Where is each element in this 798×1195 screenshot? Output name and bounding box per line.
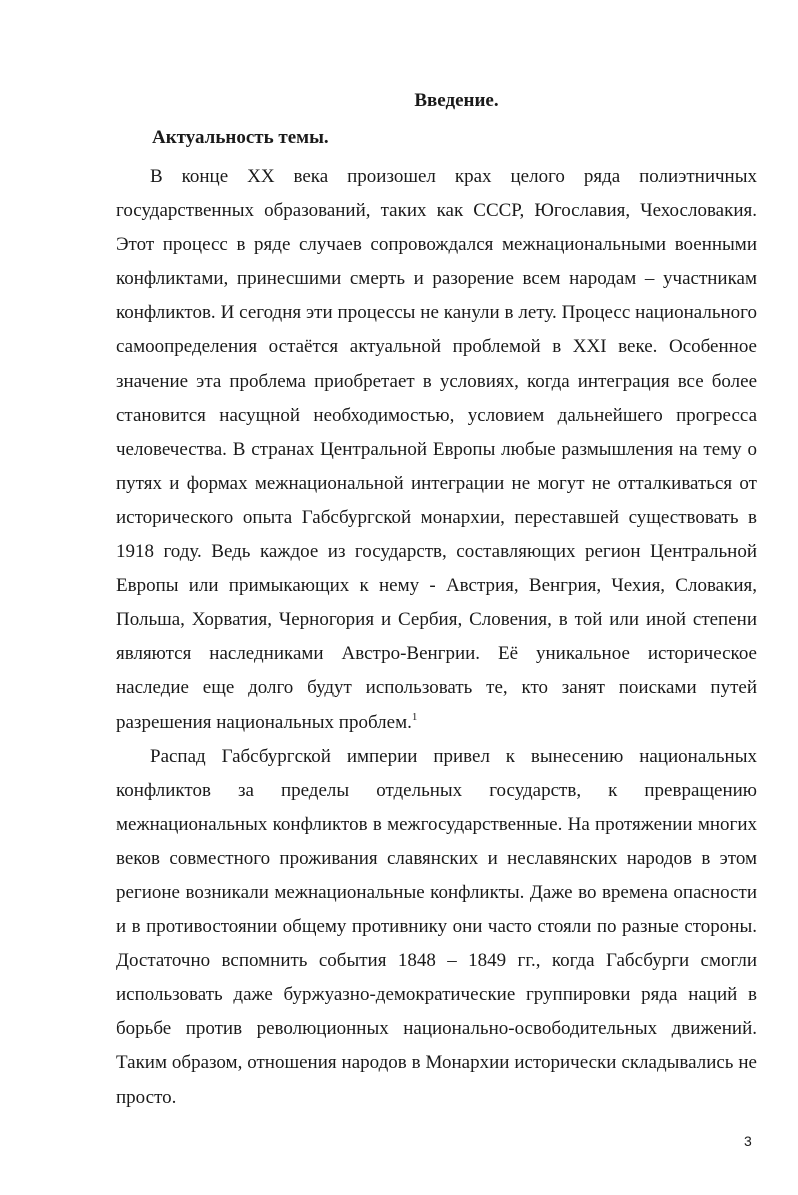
paragraph-1-text: В конце XX века произошел крах целого ряда полиэтничных государственных образований, таких как СССР, Югославия, Чехословакия. Этот процесс в ряде случаев сопровождался межнациональными военными конфликтами, принесшими смерть и разорение всем народам – участникам конфликтов. И сегодня эти процессы не канули в лету. Процесс национального самоопределения остаётся актуальной проблемой в XXI веке. Особенное значение эта проблема приобретает в условиях, когда интеграция все более становится насущной необходимостью, условием дальнейшего прогресса человечества. В странах Центральной Европы любые размышления на тему о путях и формах межнациональной интеграции не могут не отталкиваться от исторического опыта Габсбургской монархии, переставшей существовать в 1918 году. Ведь каждое из государств, составляющих регион Центральной Европы или примыкающих к нему - Австрия, Венгрия, Чехия, Словакия, Польша, Хорватия, Черногория и Сербия, Словения, в той или иной степени являются наследниками Австро-Венгрии. Её уникальное историческое наследие еще долго будут использовать те, кто занят поисками путей разрешения национальных проблем. [116,166,757,733]
footnote-reference[interactable]: 1 [411,710,418,723]
paragraph-2: Распад Габсбургской империи привел к вынесению национальных конфликтов за пределы отдельных государств, к превращению межнациональных конфликтов в межгосударственные. На протяжении многих веков совместного проживания славянских и неславянских народов в этом регионе возникали межнациональные конфликты. Даже во времена опасности и в противостоянии общему противнику они часто стояли по разные стороны. Достаточно вспомнить события 1848 – 1849 гг., когда Габсбурги смогли использовать даже буржуазно-демократические группировки ряда наций в борьбе против революционных национально-освободительных движений. Таким образом, отношения народов в Монархии исторически складывались не просто. [116,745,757,1108]
body-text [116,160,757,1115]
subsection-title: Актуальность темы. [152,127,329,148]
section-title: Введение. [414,90,499,111]
paragraph-1 [116,160,757,740]
page-number: 3 [744,1133,752,1149]
